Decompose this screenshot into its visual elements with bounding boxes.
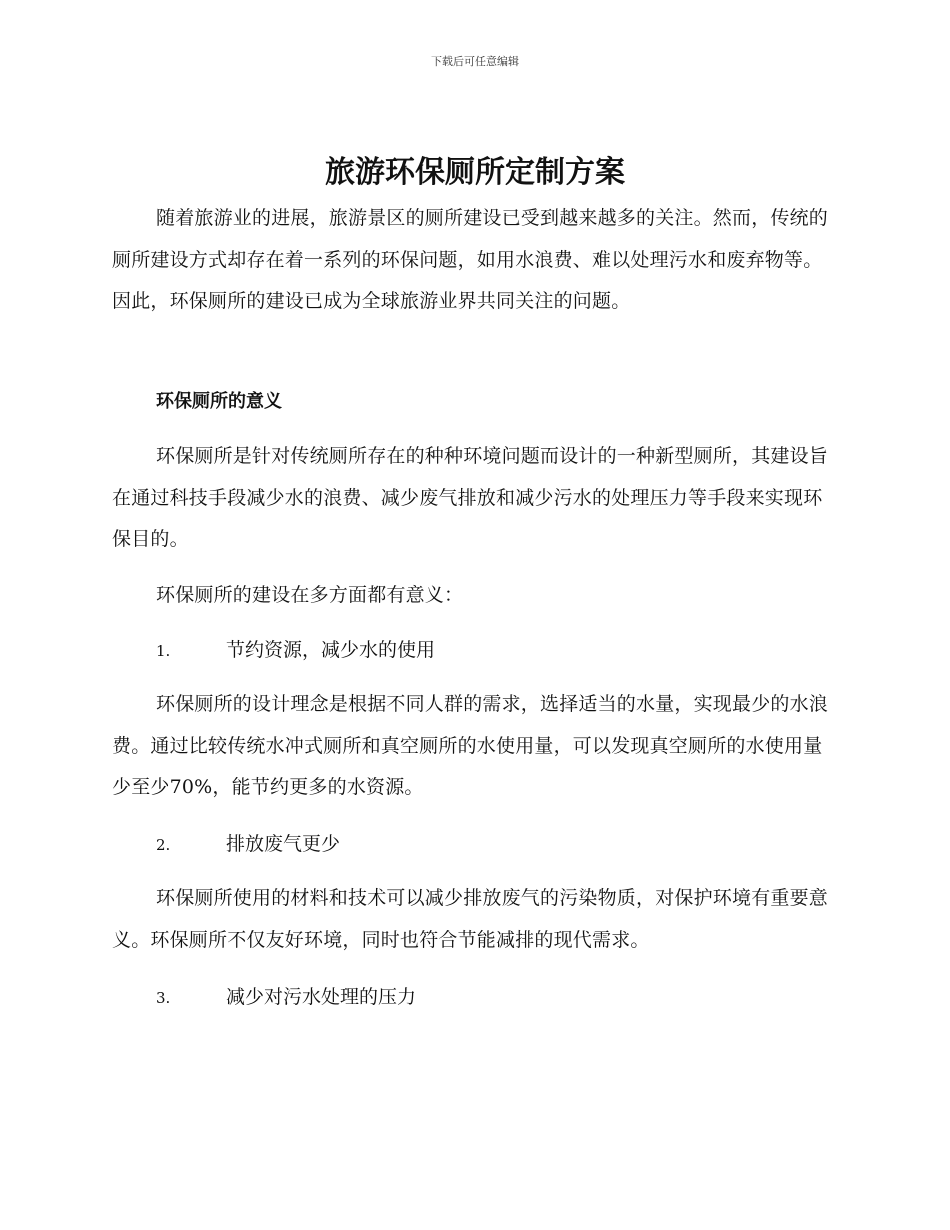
list-item-1	[156, 635, 435, 666]
list-item-2	[156, 829, 340, 860]
list-item-1-paragraph: 环保厕所的设计理念是根据不同人群的需求，选择适当的水量，实现最少的水浪费。通过比较传统水冲式厕所和真空厕所的水使用量，可以发现真空厕所的水使用量少至少70%，能节约更多的水资源。	[112, 693, 829, 798]
document-title: 旅游环保厕所定制方案	[325, 155, 625, 190]
intro-paragraph: 随着旅游业的进展，旅游景区的厕所建设已受到越来越多的关注。然而，传统的厕所建设方式却存在着一系列的环保问题，如用水浪费、难以处理污水和废弃物等。因此，环保厕所的建设已成为全球旅游业界共同关注的问题。	[112, 207, 829, 312]
page-header-note: 下载后可任意编辑	[431, 55, 519, 68]
section-heading: 环保厕所的意义	[156, 391, 282, 412]
list-item-title: 排放废气更少	[226, 833, 341, 855]
list-item-title: 减少对污水处理的压力	[226, 986, 417, 1008]
list-number: 3.	[156, 989, 171, 1007]
list-item-title: 节约资源，减少水的使用	[226, 639, 436, 661]
meaning-paragraph: 环保厕所的建设在多方面都有意义：	[156, 584, 464, 606]
list-number: 1.	[156, 642, 171, 660]
list-item-3	[156, 982, 416, 1013]
definition-paragraph: 环保厕所是针对传统厕所存在的种种环境问题而设计的一种新型厕所，其建设旨在通过科技手段减少水的浪费、减少废气排放和减少污水的处理压力等手段来实现环保目的。	[112, 445, 829, 550]
list-number: 2.	[156, 836, 171, 854]
list-item-2-paragraph: 环保厕所使用的材料和技术可以减少排放废气的污染物质，对保护环境有重要意义。环保厕所不仅友好环境，同时也符合节能减排的现代需求。	[112, 887, 829, 951]
